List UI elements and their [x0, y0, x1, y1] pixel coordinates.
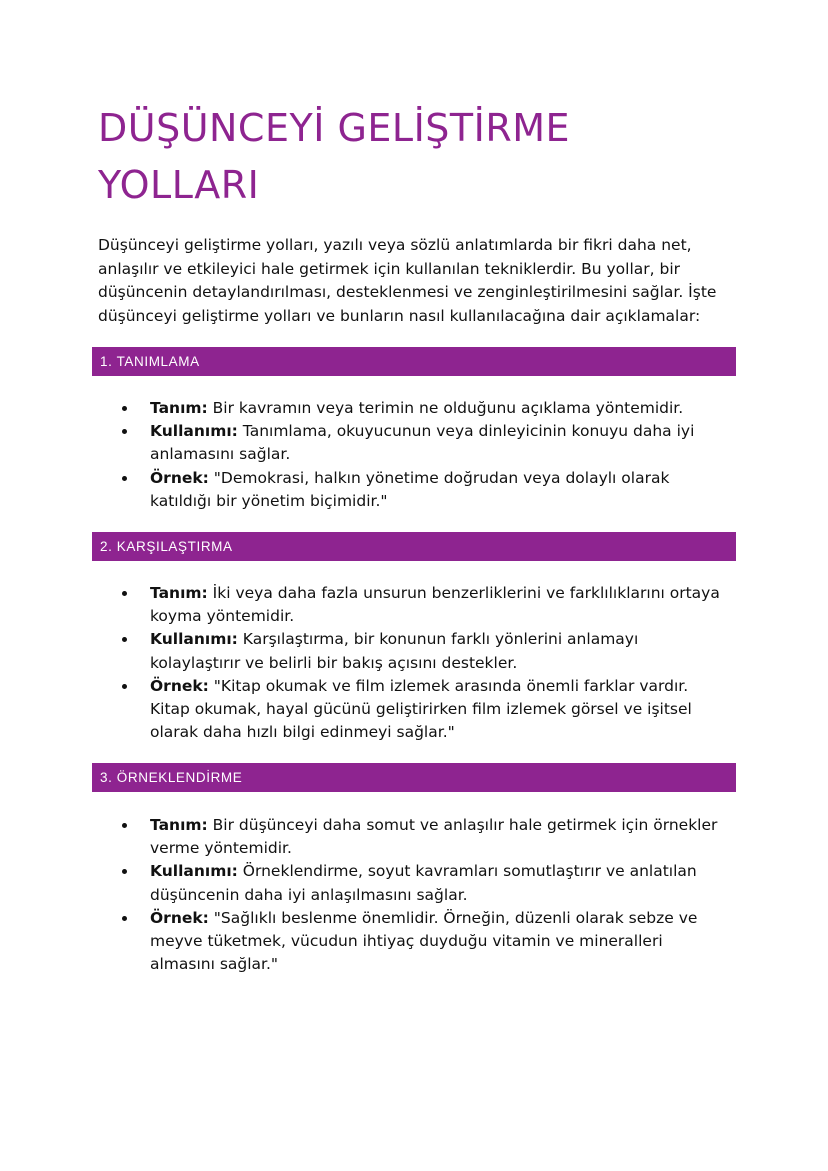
bullet-icon: [122, 916, 127, 921]
section-list-orneklendirme: [122, 814, 722, 976]
list-item-term: Örnek:: [150, 468, 209, 487]
list-item-text: "Demokrasi, halkın yönetime doğrudan veya dolaylı olarak katıldığı bir yönetim biçimidir.": [150, 468, 670, 510]
section-heading-label: 2. KARŞILAŞTIRMA: [100, 539, 233, 554]
list-item-text: Karşılaştırma, bir konunun farklı yönlerini anlamayı kolaylaştırır ve belirli bir bakış açısını destekler.: [150, 630, 639, 672]
list-item-term: Tanım:: [150, 584, 208, 602]
section-list-tanimlama: [122, 397, 722, 513]
list-item-term: Tanım:: [150, 816, 208, 834]
list-item-term: Kullanımı:: [150, 422, 238, 441]
bullet-icon: [122, 869, 127, 874]
bullet-icon: [122, 476, 127, 481]
section-heading-label: 3. ÖRNEKLENDİRME: [100, 770, 243, 785]
list-item-text: Örneklendirme, soyut kavramları somutlaştırır ve anlatılan düşüncenin daha iyi anlaşılmasını sağlar.: [150, 862, 697, 904]
section-heading-label: 1. TANIMLAMA: [100, 354, 200, 369]
page-title-line-1: DÜŞÜNCEYİ GELİŞTİRME: [98, 106, 571, 150]
list-item-term: Örnek:: [150, 908, 209, 927]
list-item: [122, 628, 722, 674]
list-item: [122, 814, 722, 860]
list-item: [122, 397, 722, 420]
bullet-icon: [122, 591, 127, 596]
list-item-term: Örnek:: [150, 676, 209, 695]
list-item: [122, 420, 722, 466]
list-item-text: İki veya daha fazla unsurun benzerliklerini ve farklılıklarını ortaya koyma yöntemidir.: [150, 584, 720, 626]
list-item-text: Tanımlama, okuyucunun veya dinleyicinin konuyu daha iyi anlamasını sağlar.: [150, 422, 695, 464]
page-title: [98, 100, 718, 214]
section-heading-orneklendirme: [92, 763, 736, 792]
intro-paragraph: Düşünceyi geliştirme yolları, yazılı veya sözlü anlatımlarda bir fikri daha net, anlaşılır ve etkileyici hale getirmek için kullanılan tekniklerdir. Bu yollar, bir düşüncenin detaylandırılması, desteklenmesi ve zenginleştirilmesini sağlar. İşte düşünceyi geliştirme yolları ve bunların nasıl kullanılacağına dair açıklamalar:: [98, 236, 717, 325]
bullet-icon: [122, 429, 127, 434]
list-item-text: Bir düşünceyi daha somut ve anlaşılır hale getirmek için örnekler verme yöntemidir.: [150, 816, 718, 858]
section-heading-karsilastirma: [92, 532, 736, 561]
bullet-icon: [122, 684, 127, 689]
list-item: [122, 467, 722, 513]
list-item: [122, 907, 722, 977]
bullet-icon: [122, 406, 127, 411]
section-list-karsilastirma: [122, 582, 722, 744]
list-item: [122, 675, 722, 745]
page-title-line-2: YOLLARI: [98, 163, 260, 207]
list-item-text: Bir kavramın veya terimin ne olduğunu açıklama yöntemidir.: [207, 399, 684, 417]
list-item-term: Tanım:: [150, 399, 208, 417]
list-item-term: Kullanımı:: [150, 862, 238, 881]
bullet-icon: [122, 637, 127, 642]
list-item: [122, 860, 722, 906]
bullet-icon: [122, 823, 127, 828]
section-heading-tanimlama: [92, 347, 736, 376]
list-item-text: "Sağlıklı beslenme önemlidir. Örneğin, düzenli olarak sebze ve meyve tüketmek, vücudun ihtiyaç duyduğu vitamin ve mineralleri almasını sağlar.": [150, 908, 698, 974]
list-item-term: Kullanımı:: [150, 630, 238, 649]
list-item: [122, 582, 722, 628]
list-item-text: "Kitap okumak ve film izlemek arasında önemli farklar vardır. Kitap okumak, hayal gücünü geliştirirken film izlemek görsel ve işitsel olarak daha hızlı bilgi edinmeyi sağlar.": [150, 676, 692, 742]
